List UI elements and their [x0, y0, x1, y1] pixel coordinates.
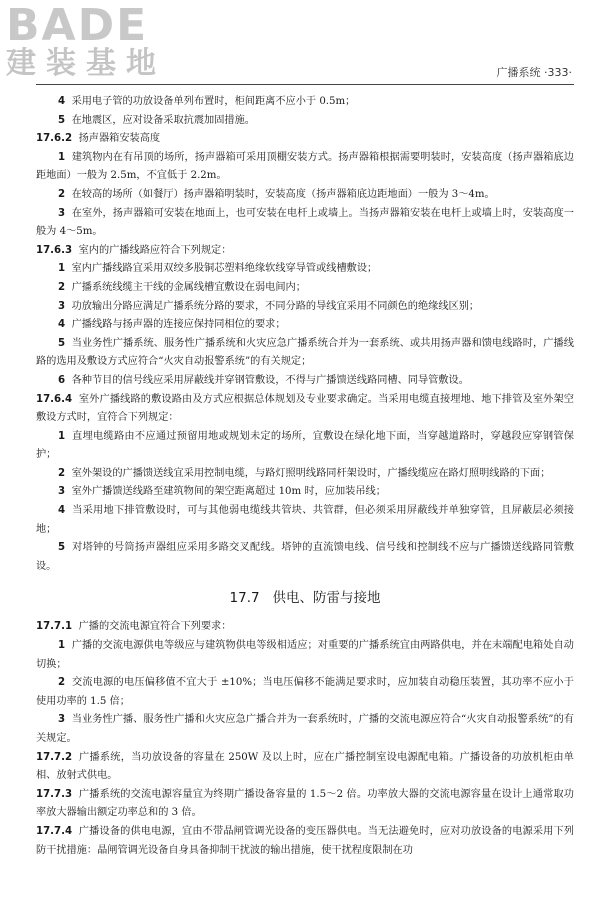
list-item: 3 室外广播馈送线路至建筑物间的架空距离超过 10m 时，应加装吊线；	[58, 486, 386, 498]
logo-brand-text: BADE	[6, 0, 149, 51]
list-item: 5 当业务性广播系统、服务性广播系统和火灾应急广播系统合并为一套系统、或共用扬声器和馈电线路时，广播线路的选用及敷设方式应符合“火灾自动报警系统”的有关规定；	[36, 337, 574, 368]
clause-17-6-4: 17.6.4 室外广播线路的敷设路由及方式应根据总体规划及专业要求确定。当采用电缆直接埋地、地下排管及室外架空敷设方式时，宜符合下列规定：	[36, 393, 574, 424]
logo-sub-text: 建装基地	[6, 46, 166, 81]
list-item: 3 当业务性广播、服务性广播和火灾应急广播合并为一套系统时，广播的交流电源应符合“火灾自动报警系统”的有关规定。	[36, 714, 574, 744]
brand-logo	[6, 0, 176, 88]
clause-17-7-4: 17.7.4 广播设备的供电电源，宜由不带晶闸管调光设备的变压器供电。当无法避免时，应对功放设备的电源采用下列防干扰措施：晶闸管调光设备自身具备抑制干扰波的输出措施，使干扰程度限制在功	[36, 825, 574, 856]
list-item: 1 室内广播线路宜采用双绞多股铜芯塑料绝缘软线穿导管或线槽敷设；	[58, 263, 378, 275]
list-item: 1 广播的交流电源供电等级应与建筑物供电等级相适应；对重要的广播系统宜由两路供电，并在末端配电箱处自动切换；	[36, 640, 574, 670]
running-head: 广播系统 ·333·	[496, 66, 572, 79]
clause-17-6-2: 17.6.2 扬声器箱安装高度	[36, 133, 161, 145]
list-item: 2 交流电源的电压偏移值不宜大于 ±10%；当电压偏移不能满足要求时，应加装自动稳压装置，其功率不应小于使用功率的 1.5 倍；	[36, 677, 574, 707]
page-body	[36, 93, 574, 860]
list-item: 5 在地震区，应对设备采取抗震加固措施。	[58, 114, 255, 126]
list-item: 2 室外架设的广播馈送线宜采用控制电缆，与路灯照明线路同杆架设时，广播线缆应在路灯照明线路的下面；	[58, 467, 551, 479]
list-item: 6 各种节目的信号线应采用屏蔽线并穿钢管敷设，不得与广播馈送线路同槽、同导管敷设。	[58, 374, 469, 386]
list-item: 4 当采用地下排管敷设时，可与其他弱电缆线共管块、共管群，但必须采用屏蔽线并单独穿管，且屏蔽层必须接地；	[36, 505, 574, 535]
list-item: 5 对塔钟的号筒扬声器组应采用多路交叉配线。塔钟的直流馈电线、信号线和控制线不应与广播馈送线路同管敷设。	[36, 542, 574, 572]
list-item: 1 直埋电缆路由不应通过预留用地或规划未定的场所，宜敷设在绿化地下面，当穿越道路时，穿越段应穿钢管保护；	[36, 430, 574, 461]
clause-17-7-2: 17.7.2 广播系统，当功放设备的容量在 250W 及以上时，应在广播控制室设电源配电箱。广播设备的功放机柜由单相、放射式供电。	[36, 751, 574, 782]
list-item: 3 功放输出分路应满足广播系统分路的要求，不同分路的导线宜采用不同颜色的绝缘线区别；	[58, 300, 480, 312]
clause-17-7-3: 17.7.3 广播系统的交流电源容量宜为终期广播设备容量的 1.5～2 倍。功率放大器的交流电源容量在设计上通常取功率放大器输出额定功率总和的 3 倍。	[36, 788, 574, 819]
list-item: 4 采用电子管的功放设备单列布置时，柜间距离不应小于 0.5m；	[58, 96, 356, 107]
list-item: 2 在较高的场所（如餐厅）扬声器箱明装时，安装高度（扬声器箱底边距地面）一般为 3～4m。	[58, 188, 495, 200]
list-item: 3 在室外，扬声器箱可安装在地面上，也可安装在电杆上或墙上。当扬声器箱安装在电杆上或墙上时，安装高度一般为 4～5m。	[36, 207, 574, 238]
section-title: 17.7 供电、防雷与接地	[229, 590, 381, 607]
list-item: 1 建筑物内在有吊顶的场所，扬声器箱可采用顶棚安装方式。扬声器箱根据需要明装时，安装高度（扬声器箱底边距地面）一般为 2.5m，不宜低于 2.2m。	[36, 151, 574, 182]
list-item: 4 广播线路与扬声器的连接应保持同相位的要求；	[58, 319, 286, 331]
clause-17-7-1: 17.7.1 广播的交流电源宜符合下列要求：	[36, 621, 232, 633]
clause-17-6-3: 17.6.3 室内的广播线路应符合下列规定：	[36, 244, 232, 256]
header-divider	[36, 84, 574, 85]
list-item: 2 广播系统线缆主干线的金属线槽宜敷设在弱电间内；	[58, 281, 306, 293]
